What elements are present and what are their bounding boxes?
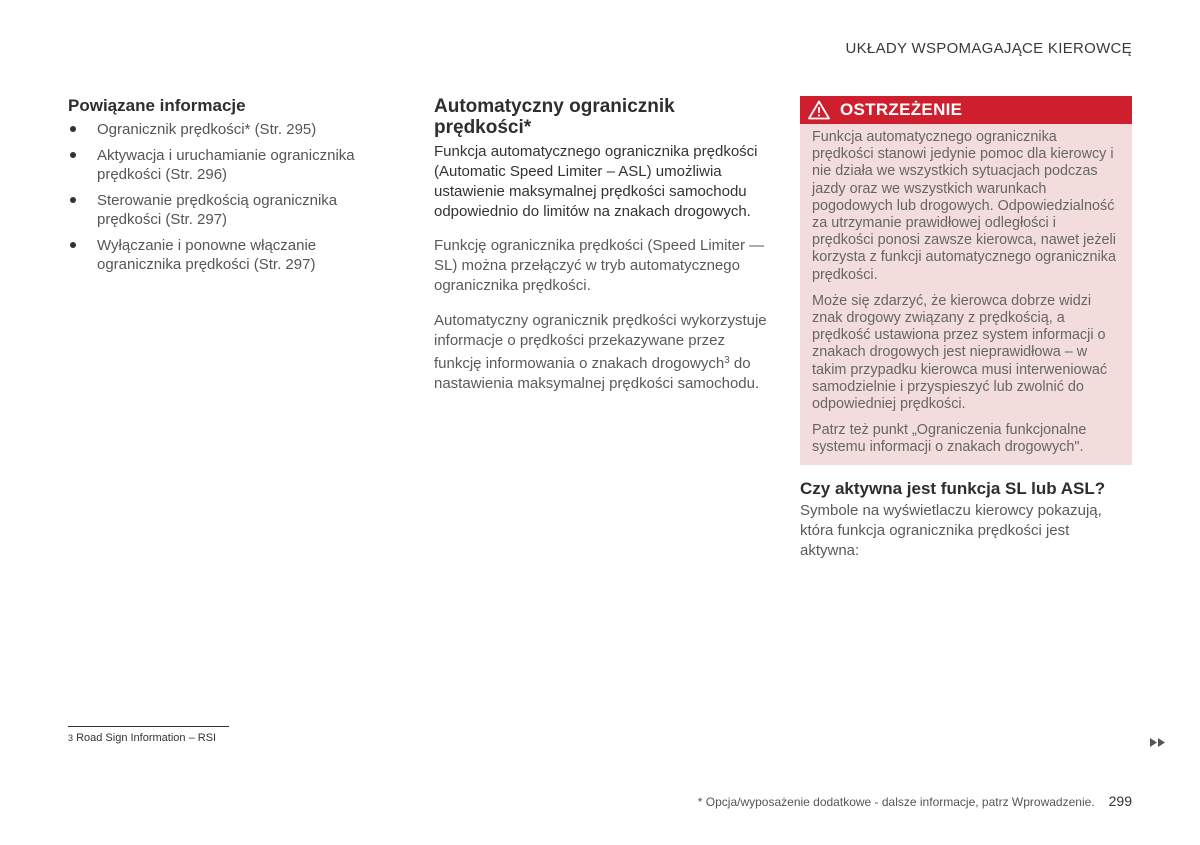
warning-paragraph-2: Może się zdarzyć, że kierowca dobrze widzi znak drogowy związany z prędkością, a prędkość ustawiona przez system informacji o znakach drogowych jest nieprawidłowa – w takim przypadku kierowca musi interweniować samodzielnie i przyspieszyć lub zwolnić do odpowiedniej prędkości. [812, 292, 1108, 413]
page-header-title: UKŁADY WSPOMAGAJĄCE KIEROWCĘ [845, 40, 1132, 57]
warning-paragraph-1: Funkcja automatycznego ogranicznika prędkości stanowi jedynie pomoc dla kierowcy i nie działa we wszystkich sytuacjach podczas jazdy oraz we wszystkich warunkach pogodowych lub drogowych. Odpowiedzialność za utrzymanie prawidłowej odległości i prędkości ponosi zawsze kierowca, nawet jeżeli korzysta z funkcji automatycznego ogranicznika prędkości. [812, 129, 1116, 283]
list-item[interactable]: Wyłączanie i ponowne włączanie ogranicznika prędkości (Str. 297) [68, 236, 398, 274]
question-body: Symbole na wyświetlaczu kierowcy pokazują, która funkcja ogranicznika prędkości jest aktywna: [800, 502, 1102, 559]
list-item[interactable]: Sterowanie prędkością ogranicznika prędkości (Str. 297) [68, 191, 398, 229]
lead-paragraph: Funkcja automatycznego ogranicznika prędkości (Automatic Speed Limiter – ASL) umożliwia ustawienie maksymalnej prędkości samochodu odpowiednio do limitów na znakach drogowych. [434, 143, 758, 220]
warning-body [800, 124, 1132, 457]
bullet-icon [70, 242, 76, 248]
body-paragraph-2: Automatyczny ogranicznik prędkości wykorzystuje informacje o prędkości przekazywane przez funkcję informowania o znakach drogowych$^3$ do nastawienia maksymalnej prędkości samochodu. [434, 312, 767, 392]
page-footer [698, 793, 1132, 809]
warning-triangle-icon [808, 100, 830, 120]
warning-header [800, 96, 1132, 124]
warning-box [800, 96, 1132, 465]
list-item[interactable]: Aktywacja i uruchamianie ogranicznika prędkości (Str. 296) [68, 146, 398, 184]
option-note: * Opcja/wyposażenie dodatkowe - dalsze informacje, patrz Wprowadzenie. [697, 795, 1095, 809]
body-paragraph-1: Funkcję ogranicznika prędkości (Speed Limiter — SL) można przełączyć w tryb automatycznego ogranicznika prędkości. [434, 237, 765, 294]
related-info-heading: Powiązane informacje [68, 96, 246, 115]
bullet-icon [70, 126, 76, 132]
footnote-text: Road Sign Information – RSI [76, 732, 217, 744]
warning-paragraph-3: Patrz też punkt „Ograniczenia funkcjonalne systemu informacji o znakach drogowych". [812, 422, 1087, 456]
footnote-divider [68, 726, 229, 727]
main-section [434, 96, 769, 409]
footnote-ref[interactable]: 3 [724, 355, 730, 366]
footnote-number: 3 [68, 733, 74, 743]
question-heading: Czy aktywna jest funkcja SL lub ASL? [800, 479, 1106, 498]
right-section [800, 96, 1132, 561]
warning-label: OSTRZEŻENIE [840, 100, 963, 119]
section-title: Automatyczny ogranicznik prędkości* [434, 96, 675, 138]
bullet-icon [70, 197, 76, 203]
related-info-list [68, 120, 398, 274]
bullet-icon [70, 152, 76, 158]
related-info-section [68, 96, 398, 281]
continue-arrows-icon[interactable] [1149, 737, 1167, 748]
page-number: 299 [1108, 793, 1132, 809]
footnote [68, 732, 216, 744]
list-item[interactable]: Ogranicznik prędkości* (Str. 295) [68, 120, 398, 139]
